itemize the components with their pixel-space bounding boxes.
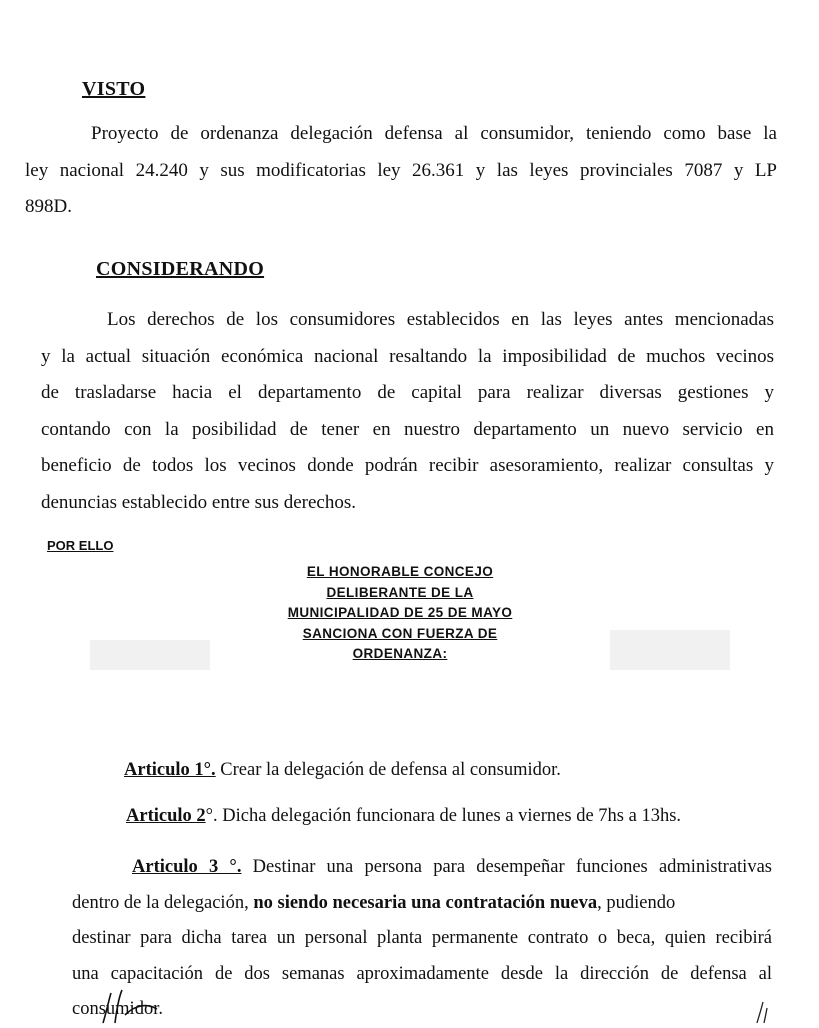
considerando-line-4: contando con la posibilidad de tener en nuestro departamento un nuevo servicio en (41, 418, 774, 440)
signature-mark (745, 1000, 775, 1024)
considerando-heading: CONSIDERANDO (96, 258, 265, 280)
concejo-line-3: MUNICIPALIDAD DE 25 DE MAYO (287, 605, 513, 620)
considerando-paragraph (41, 302, 774, 521)
concejo-line-4: SANCIONA CON FUERZA DE (302, 625, 498, 641)
considerando-line-6: denuncias establecido entre sus derechos. (41, 491, 356, 513)
articulo-3-bold: no siendo necesaria una contratación nueva (253, 892, 598, 913)
scan-smudge (90, 620, 730, 690)
articulo-3-line-5: consumidor. (72, 999, 163, 1019)
articulo-3-label: Articulo 3 °. (132, 857, 242, 877)
visto-line-2: ley nacional 24.240 y sus modificatorias ley 26.361 y las leyes provinciales 7087 y LP (25, 159, 777, 181)
articulo-1-label: Articulo 1°. (124, 760, 216, 780)
articulo-3-line-3: destinar para dicha tarea un personal planta permanente contrato o beca, quien recibirá (72, 928, 772, 948)
articulo-1 (124, 760, 561, 781)
articulo-3-line-1 (72, 850, 772, 886)
considerando-line-5: beneficio de todos los vecinos donde podrán recibir asesoramiento, realizar consultas y (41, 455, 774, 476)
considerando-line-1: Los derechos de los consumidores establecidos en las leyes antes mencionadas (107, 309, 774, 330)
considerando-line-2: y la actual situación económica nacional resaltando la imposibilidad de muchos vecinos (41, 345, 774, 367)
articulo-3 (72, 850, 772, 1028)
visto-line-1: Proyecto de ordenanza delegación defensa al consumidor, teniendo como base la (91, 123, 777, 144)
articulo-2-text: °. Dicha delegación funcionara de lunes a viernes de 7hs a 13hs. (205, 806, 682, 826)
visto-line-3: 898D. (25, 196, 72, 217)
articulo-2 (126, 806, 681, 827)
articulo-3-text-3: , pudiendo (597, 892, 676, 913)
concejo-line-2: DELIBERANTE DE LA (326, 584, 474, 600)
articulo-3-text-1: Destinar una persona para desempeñar funciones administrativas (241, 857, 772, 877)
considerando-line-3: de trasladarse hacia el departamento de capital para realizar diversas gestiones y (41, 382, 774, 403)
articulo-2-label: Articulo 2 (126, 806, 206, 826)
visto-paragraph (25, 116, 777, 226)
articulo-3-line-4: una capacitación de dos semanas aproximadamente desde la dirección de defensa al (72, 963, 772, 984)
visto-heading: VISTO (82, 78, 146, 100)
signature-scribble (95, 985, 175, 1024)
articulo-3-line-2 (72, 886, 772, 922)
articulo-3-text-2: dentro de la delegación, (72, 892, 254, 913)
concejo-line-1: EL HONORABLE CONCEJO (306, 564, 494, 579)
por-ello-label: POR ELLO (47, 538, 114, 553)
articulo-1-text: Crear la delegación de defensa al consumidor. (215, 760, 561, 780)
concejo-line-5: ORDENANZA: (352, 646, 448, 661)
